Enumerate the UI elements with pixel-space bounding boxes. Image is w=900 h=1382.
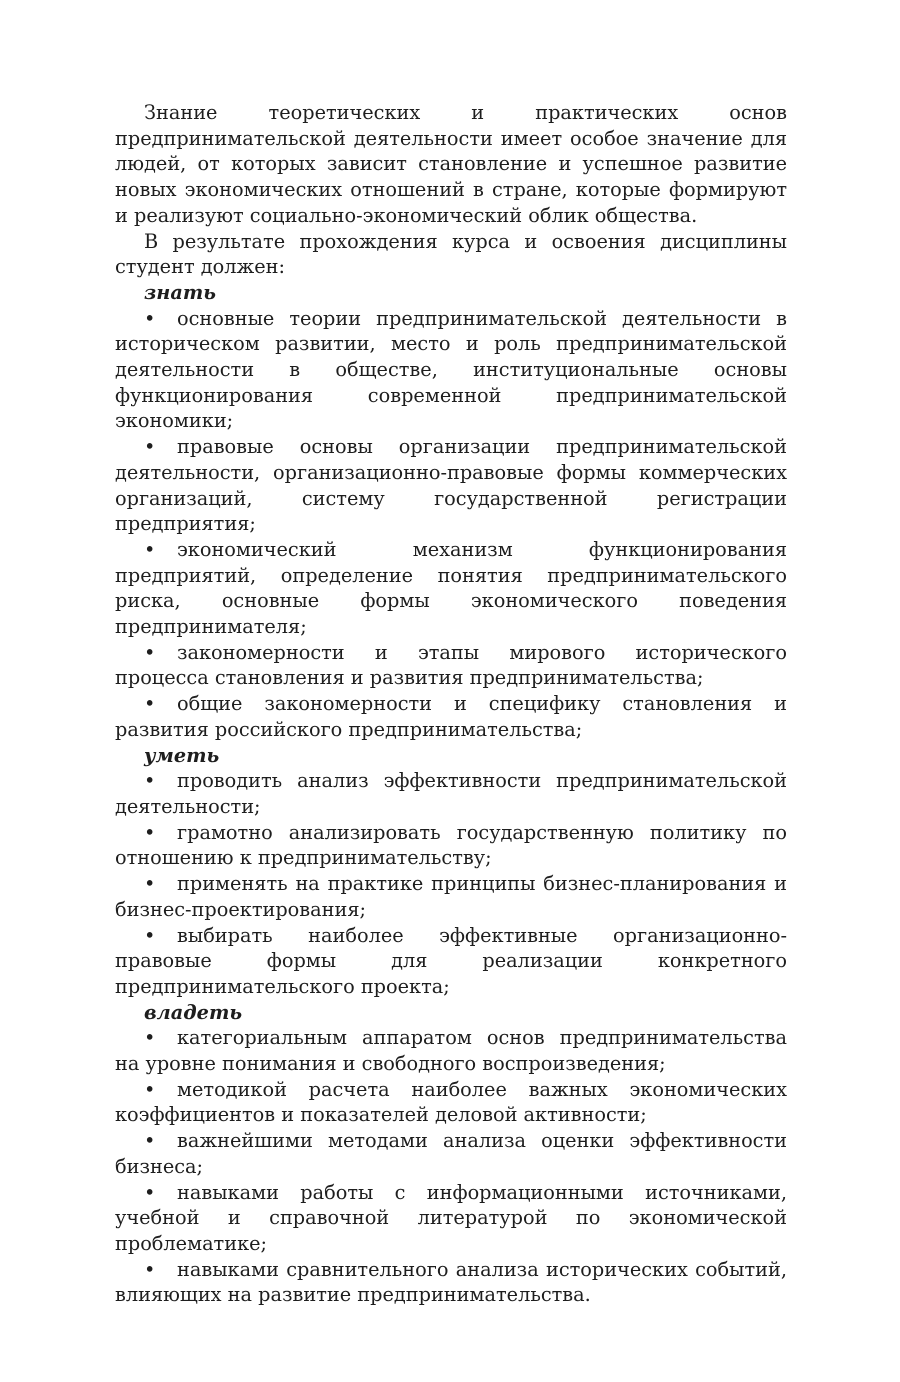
- bullet-icon: •: [144, 820, 156, 844]
- list-item: • закономерности и этапы мирового исторического процесса становления и развития предпринимательства;: [115, 640, 787, 690]
- intro-paragraph: Знание теоретических и практических основ предпринимательской деятельности имеет особое значение для людей, от которых зависит становление и успешное развитие новых экономических отношений в стране, которые формируют и реализуют социально-экономический облик общества.: [115, 101, 787, 227]
- section-know: [115, 280, 787, 743]
- section-heading: уметь: [144, 743, 220, 767]
- list-item: • общие закономерности и специфику становления и развития российского предпринимательства;: [115, 692, 787, 741]
- section-be-able: [115, 743, 787, 1000]
- document-page: [115, 100, 787, 1308]
- list-item: • правовые основы организации предпринимательской деятельности, организационно-правовые формы коммерческих организаций, систему государственной регистрации предприятия;: [115, 435, 787, 536]
- bullet-icon: •: [144, 1180, 156, 1204]
- list-item: • важнейшими методами анализа оценки эффективности бизнеса;: [115, 1129, 787, 1178]
- bullet-icon: •: [144, 1026, 156, 1050]
- bullet-icon: •: [144, 692, 156, 716]
- list-item: • применять на практике принципы бизнес-планирования и бизнес-проектирования;: [115, 872, 787, 921]
- bullet-icon: •: [144, 1077, 156, 1101]
- list-item: • навыками сравнительного анализа исторических событий, влияющих на развитие предпринимательства.: [115, 1257, 787, 1307]
- list-item: • методикой расчета наиболее важных экономических коэффициентов и показателей деловой активности;: [115, 1077, 787, 1127]
- section-heading: знать: [144, 280, 216, 304]
- list-item: • основные теории предпринимательской деятельности в историческом развитии, место и роль предпринимательской деятельности в обществе, институциональные основы функционирования современной предпринимательской экономики;: [115, 306, 787, 433]
- list-item: • экономический механизм функционирования предприятий, определение понятия предпринимательского риска, основные формы экономического поведения предпринимателя;: [115, 537, 787, 639]
- bullet-icon: •: [144, 640, 156, 664]
- bullet-icon: •: [144, 1257, 156, 1281]
- section-heading: владеть: [144, 1000, 243, 1024]
- bullet-icon: •: [144, 435, 156, 459]
- section-master: [115, 1000, 787, 1308]
- list-item: • проводить анализ эффективности предпринимательской деятельности;: [115, 769, 787, 818]
- bullet-icon: •: [144, 923, 156, 947]
- bullet-icon: •: [144, 537, 156, 561]
- list-item: • категориальным аппаратом основ предпринимательства на уровне понимания и свободного воспроизведения;: [115, 1026, 787, 1076]
- bullet-icon: •: [144, 306, 156, 330]
- list-item: • грамотно анализировать государственную политику по отношению к предпринимательству;: [115, 820, 787, 870]
- bullet-icon: •: [144, 1129, 156, 1153]
- bullet-icon: •: [144, 872, 156, 896]
- bullet-icon: •: [144, 769, 156, 793]
- list-item: • навыками работы с информационными источниками, учебной и справочной литературой по экономической проблематике;: [115, 1180, 787, 1255]
- list-item: • выбирать наиболее эффективные организационно-правовые формы для реализации конкретного предпринимательского проекта;: [115, 923, 787, 998]
- intro-paragraph: В результате прохождения курса и освоения дисциплины студент должен:: [115, 229, 787, 279]
